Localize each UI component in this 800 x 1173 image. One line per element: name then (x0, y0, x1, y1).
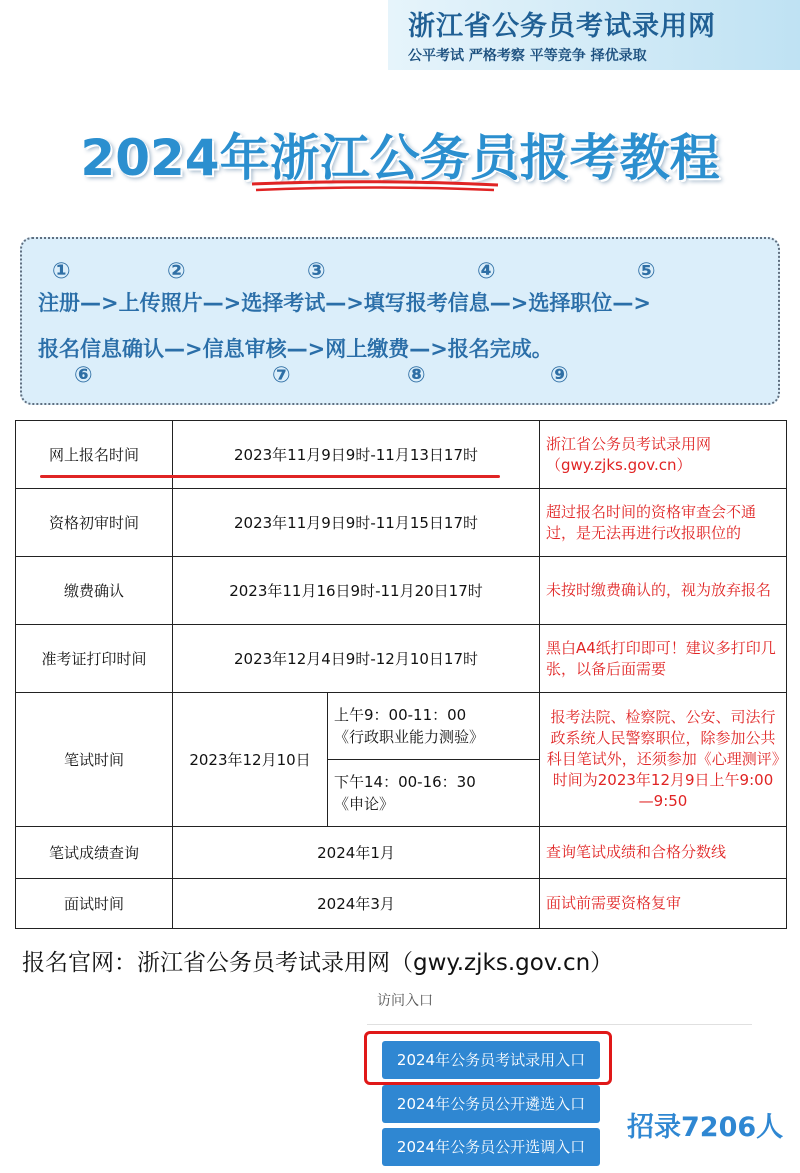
access-panel-title: 访问入口 (377, 993, 433, 1009)
row-note: 超过报名时间的资格审查会不通过，是无法再进行改报职位的 (540, 489, 787, 557)
row-time: 2024年3月 (173, 879, 540, 929)
row-time: 2023年11月16日9时-11月20日17时 (173, 557, 540, 625)
table-row (16, 693, 787, 760)
row-label: 资格初审时间 (16, 489, 173, 557)
steps-line-2: 报名信息确认—>信息审核—>网上缴费—>报名完成。 (38, 337, 553, 361)
step-number: ④ (477, 259, 496, 284)
row-note: 面试前需要资格复审 (540, 879, 787, 929)
row-label: 面试时间 (16, 879, 173, 929)
row-label: 缴费确认 (16, 557, 173, 625)
written-date: 2023年12月10日 (173, 693, 328, 827)
table-row (16, 489, 787, 557)
row-note: 浙江省公务员考试录用网（gwy.zjks.gov.cn） (540, 421, 787, 489)
table-row (16, 625, 787, 693)
row-label: 网上报名时间 (16, 421, 173, 489)
row-note: 黑白A4纸打印即可！建议多打印几张，以备后面需要 (540, 625, 787, 693)
written-morning (328, 693, 540, 760)
title-underline (250, 180, 500, 192)
row-label: 笔试成绩查询 (16, 827, 173, 879)
step-number: ① (52, 259, 71, 284)
step-number: ② (167, 259, 186, 284)
row-label: 准考证打印时间 (16, 625, 173, 693)
selection-entry-button[interactable]: 2024年公务员公开遴选入口 (382, 1085, 600, 1123)
written-afternoon (328, 760, 540, 827)
official-site-text: 报名官网：浙江省公务员考试录用网（gwy.zjks.gov.cn） (22, 950, 614, 976)
step-number: ③ (307, 259, 326, 284)
row-note: 报考法院、检察院、公安、司法行政系统人民警察职位，除参加公共科目笔试外，还须参加《心理测评》时间为2023年12月9日上午9:00—9:50 (540, 693, 787, 827)
step-number: ⑥ (74, 363, 93, 388)
table-row (16, 827, 787, 879)
recruit-count: 招录7206人 (627, 1112, 784, 1143)
highlight-underline (40, 475, 500, 478)
morning-subject: 《行政职业能力测验》 (334, 728, 485, 746)
row-time: 2023年11月9日9时-11月15日17时 (173, 489, 540, 557)
registration-steps-box (20, 237, 780, 405)
steps-line-1: 注册—>上传照片—>选择考试—>填写报考信息—>选择职位—> (38, 291, 651, 315)
page-title: 2024年浙江公务员报考教程 (80, 129, 720, 187)
site-slogan: 公平考试 严格考察 平等竞争 择优录取 (408, 48, 647, 64)
table-row (16, 421, 787, 489)
table-row (16, 879, 787, 929)
step-number: ⑨ (550, 363, 569, 388)
panel-divider (367, 1024, 752, 1025)
afternoon-subject: 《申论》 (334, 795, 395, 813)
row-note: 未按时缴费确认的，视为放弃报名 (540, 557, 787, 625)
row-note: 查询笔试成绩和合格分数线 (540, 827, 787, 879)
step-number: ⑧ (407, 363, 426, 388)
row-label: 笔试时间 (16, 693, 173, 827)
exam-entry-button[interactable]: 2024年公务员考试录用入口 (382, 1041, 600, 1079)
row-time: 2023年12月4日9时-12月10日17时 (173, 625, 540, 693)
step-number: ⑤ (637, 259, 656, 284)
header-banner (388, 0, 800, 70)
afternoon-time: 下午14：00-16：30 (334, 773, 476, 791)
row-time: 2023年11月9日9时-11月13日17时 (173, 421, 540, 489)
site-name: 浙江省公务员考试录用网 (408, 11, 716, 42)
transfer-entry-button[interactable]: 2024年公务员公开选调入口 (382, 1128, 600, 1166)
step-number: ⑦ (272, 363, 291, 388)
row-time: 2024年1月 (173, 827, 540, 879)
table-row (16, 557, 787, 625)
morning-time: 上午9：00-11：00 (334, 706, 467, 724)
schedule-table (15, 420, 787, 929)
